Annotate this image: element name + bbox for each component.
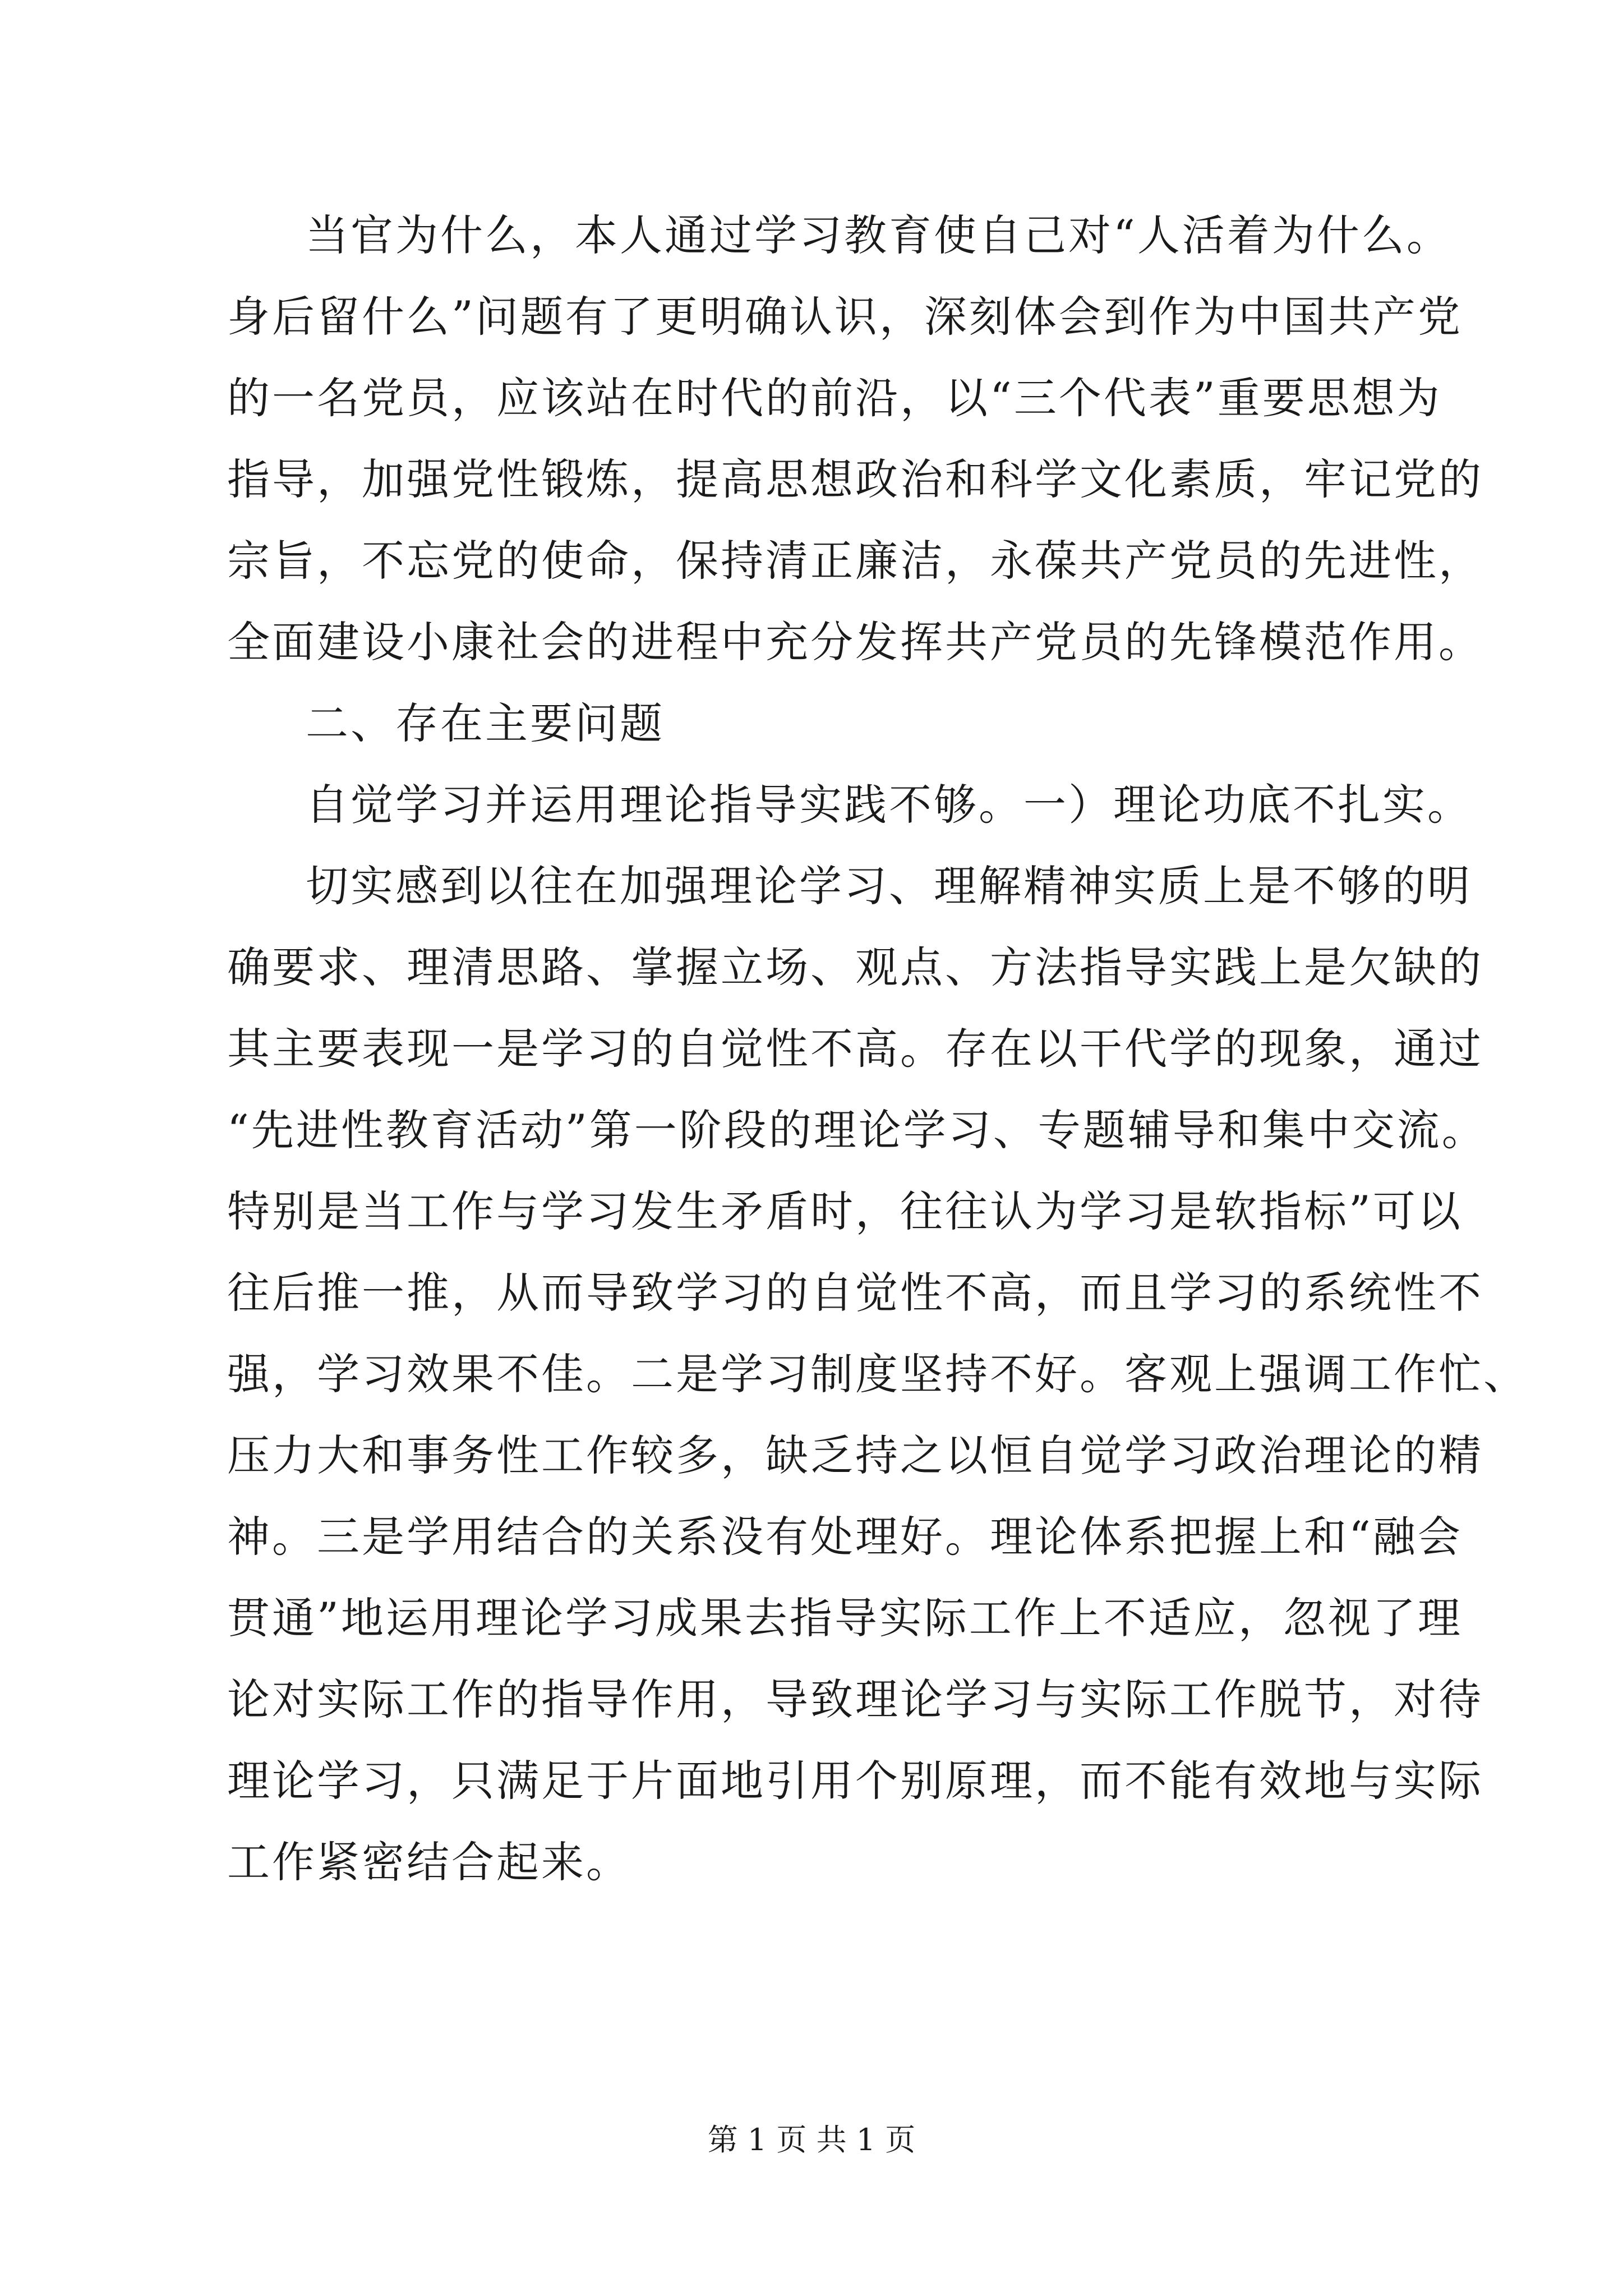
- paragraph-line: 身后留什么”问题有了更明确认识，深刻体会到作为中国共产党: [227, 292, 1463, 342]
- page-footer: 第 1 页 共 1 页: [707, 2122, 916, 2157]
- paragraph-line: 理论学习，只满足于片面地引用个别原理，而不能有效地与实际: [227, 1756, 1483, 1806]
- paragraph-line: 指导，加强党性锻炼，提高思想政治和科学文化素质，牢记党的: [227, 454, 1483, 504]
- paragraph-line: 的一名党员，应该站在时代的前沿，以“三个代表”重要思想为: [227, 373, 1442, 423]
- paragraph-line: 工作紧密结合起来。: [227, 1837, 631, 1887]
- paragraph-line: 压力大和事务性工作较多，缺乏持之以恒自觉学习政治理论的精: [227, 1430, 1483, 1480]
- paragraph-line: 论对实际工作的指导作用，导致理论学习与实际工作脱节，对待: [227, 1674, 1483, 1724]
- section-heading: 二、存在主要问题: [306, 698, 665, 748]
- paragraph-line: 特别是当工作与学习发生矛盾时，往往认为学习是软指标”可以: [227, 1186, 1463, 1236]
- paragraph-line: 强，学习效果不佳。二是学习制度坚持不好。客观上强调工作忙、: [227, 1349, 1528, 1399]
- paragraph-line: 确要求、理清思路、掌握立场、观点、方法指导实践上是欠缺的: [227, 942, 1483, 992]
- paragraph-line: 宗旨，不忘党的使命，保持清正廉洁，永葆共产党员的先进性，: [227, 536, 1483, 586]
- paragraph-line: 切实感到以往在加强理论学习、理解精神实质上是不够的明: [306, 861, 1472, 911]
- paragraph-line: 其主要表现一是学习的自觉性不高。存在以干代学的现象，通过: [227, 1024, 1483, 1074]
- paragraph-line: 贯通”地运用理论学习成果去指导实际工作上不适应，忽视了理: [227, 1593, 1463, 1643]
- paragraph-line: 全面建设小康社会的进程中充分发挥共产党员的先锋模范作用。: [227, 617, 1483, 667]
- paragraph-line: 自觉学习并运用理论指导实践不够。一）理论功底不扎实。: [306, 780, 1472, 830]
- paragraph-line: 神。三是学用结合的关系没有处理好。理论体系把握上和“融会: [227, 1512, 1463, 1562]
- paragraph-line: “先进性教育活动”第一阶段的理论学习、专题辅导和集中交流。: [227, 1105, 1487, 1155]
- paragraph-line: 当官为什么，本人通过学习教育使自己对“人活着为什么。: [306, 210, 1451, 260]
- paragraph-line: 往后推一推，从而导致学习的自觉性不高，而且学习的系统性不: [227, 1268, 1483, 1318]
